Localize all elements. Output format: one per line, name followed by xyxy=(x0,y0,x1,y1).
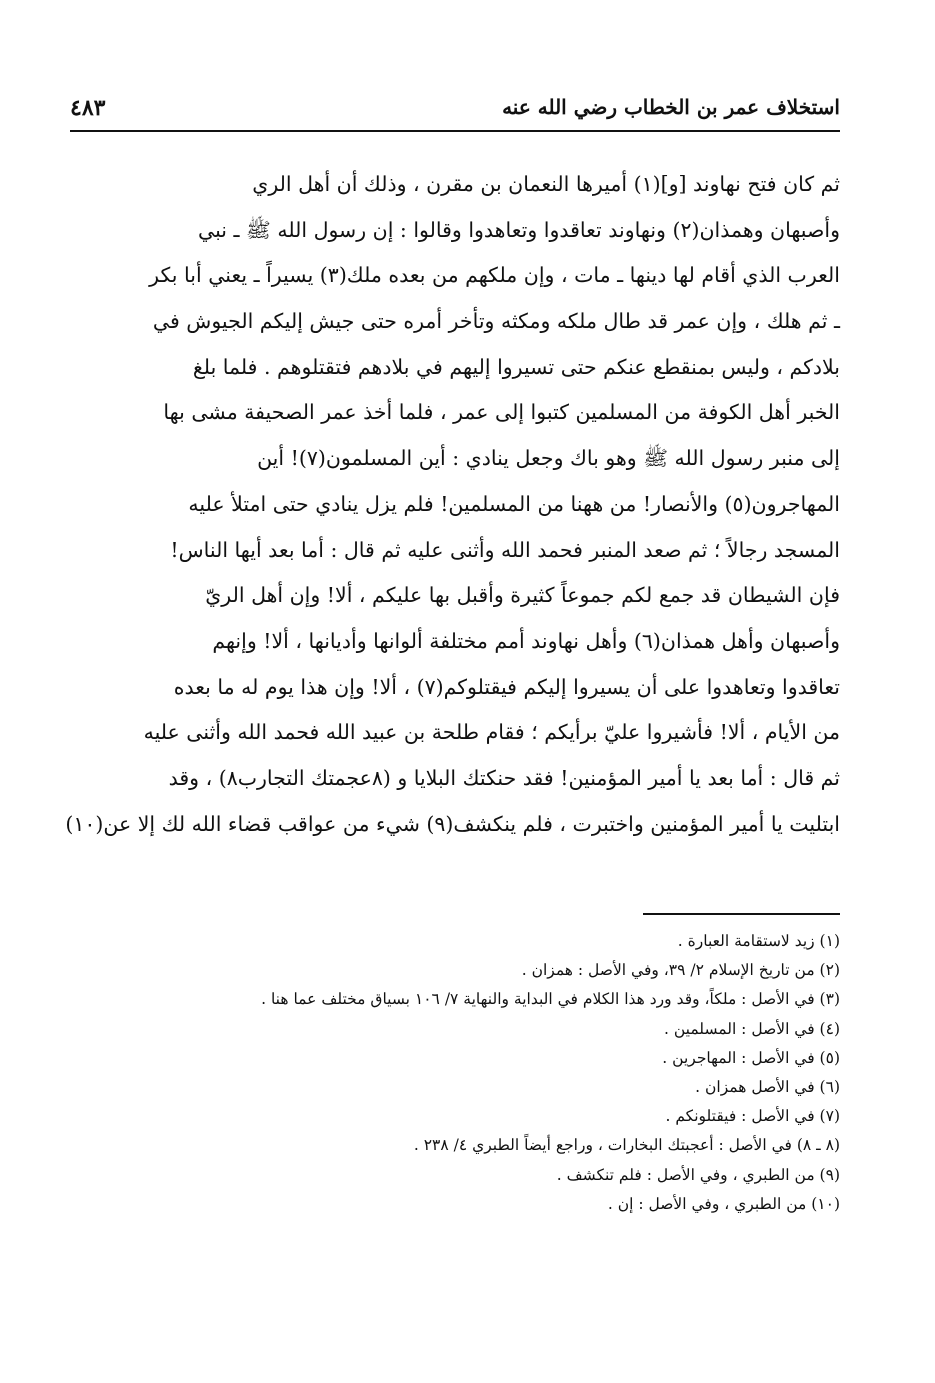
text-line: من الأيام ، ألا! فأشيروا عليّ برأيكم ؛ فقام طلحة بن عبيد الله فحمد الله وأثنى عليه xyxy=(143,720,840,745)
footnote: (١) زيد لاستقامة العبارة . xyxy=(677,932,840,950)
text-line: ثم كان فتح نهاوند [و](١) أميرها النعمان بن مقرن ، وذلك أن أهل الري xyxy=(252,172,840,196)
footnotes xyxy=(80,927,840,1219)
footnote-rule xyxy=(643,913,840,915)
footnote: (٤) في الأصل : المسلمين . xyxy=(664,1019,840,1038)
page-number: ٤٨٣ xyxy=(70,95,106,121)
text-line: بلادكم ، وليس بمنقطع عنكم حتى تسيروا إليهم في بلادهم فتقتلوهم . فلما بلغ xyxy=(192,354,840,379)
footnote: (١٠) من الطبري ، وفي الأصل : إن . xyxy=(607,1194,840,1213)
text-line: الخبر أهل الكوفة من المسلمين كتبوا إلى عمر ، فلما أخذ عمر الصحيفة مشى بها xyxy=(163,400,840,425)
text-line: فإن الشيطان قد جمع لكم جموعاً كثيرة وأقبل بها عليكم ، ألا! وإن أهل الريّ xyxy=(205,583,840,608)
text-line: العرب الذي أقام لها دينها ـ مات ، وإن ملكهم من بعده ملك(٣) يسيراً ـ يعني أبا بكر xyxy=(149,263,840,288)
text-line: ـ ثم هلك ، وإن عمر قد طال ملكه ومكثه وتأخر أمره حتى جيش إليكم الجيوش في xyxy=(152,309,840,334)
footnote: (٣) في الأصل : ملكاً، وقد ورد هذا الكلام في البداية والنهاية ٧/ ١٠٦ بسياق مختلف عما هنا . xyxy=(261,990,840,1009)
text-line: ثم قال : أما بعد يا أمير المؤمنين! فقد حنكتك البلايا و (٨عجمتك التجارب٨) ، وقد xyxy=(168,765,840,790)
page-header xyxy=(70,95,840,127)
footnote: (٢) من تاريخ الإسلام ٢/ ٣٩، وفي الأصل : همزان . xyxy=(521,961,840,980)
text-line: تعاقدوا وتعاهدوا على أن يسيروا إليكم فيقتلوكم(٧) ، ألا! وإن هذا يوم له ما بعده xyxy=(173,674,840,699)
text-line: وأصبهان وهمذان(٢) ونهاوند تعاقدوا وتعاهدوا وقالوا : إن رسول الله ﷺ ـ نبي xyxy=(198,217,840,242)
footnote: (٧) في الأصل : فيقتلونكم . xyxy=(665,1107,840,1126)
footnote: (٩) من الطبري ، وفي الأصل : فلم تنكشف . xyxy=(556,1165,840,1184)
footnote: (٦) في الأصل همزان . xyxy=(695,1077,840,1096)
footnote: (٨ ـ ٨) في الأصل : أعجبتك البخارات ، وراجع أيضاً الطبري ٤/ ٢٣٨ . xyxy=(413,1136,840,1155)
footnote: (٥) في الأصل : المهاجرين . xyxy=(662,1048,840,1067)
text-line: وأصبهان وأهل همذان(٦) وأهل نهاوند أمم مختلفة ألوانها وأديانها ، ألا! وإنهم xyxy=(212,628,840,653)
main-text xyxy=(65,162,840,847)
header-rule xyxy=(70,130,840,132)
text-line: إلى منبر رسول الله ﷺ وهو باك وجعل ينادي : أين المسلمون(٧)! أين xyxy=(257,446,840,471)
running-title: استخلاف عمر بن الخطاب رضي الله عنه xyxy=(502,95,840,119)
text-line: المسجد رجالاً ؛ ثم صعد المنبر فحمد الله وأثنى عليه ثم قال : أما بعد أيها الناس! xyxy=(170,537,840,562)
text-line: المهاجرون(٥) والأنصار! من ههنا من المسلمين! فلم يزل ينادي حتى امتلأ عليه xyxy=(188,491,840,516)
text-line: ابتليت يا أمير المؤمنين واختبرت ، فلم ينكشف(٩) شيء من عواقب قضاء الله لك إلا عن(١٠) xyxy=(65,811,840,836)
